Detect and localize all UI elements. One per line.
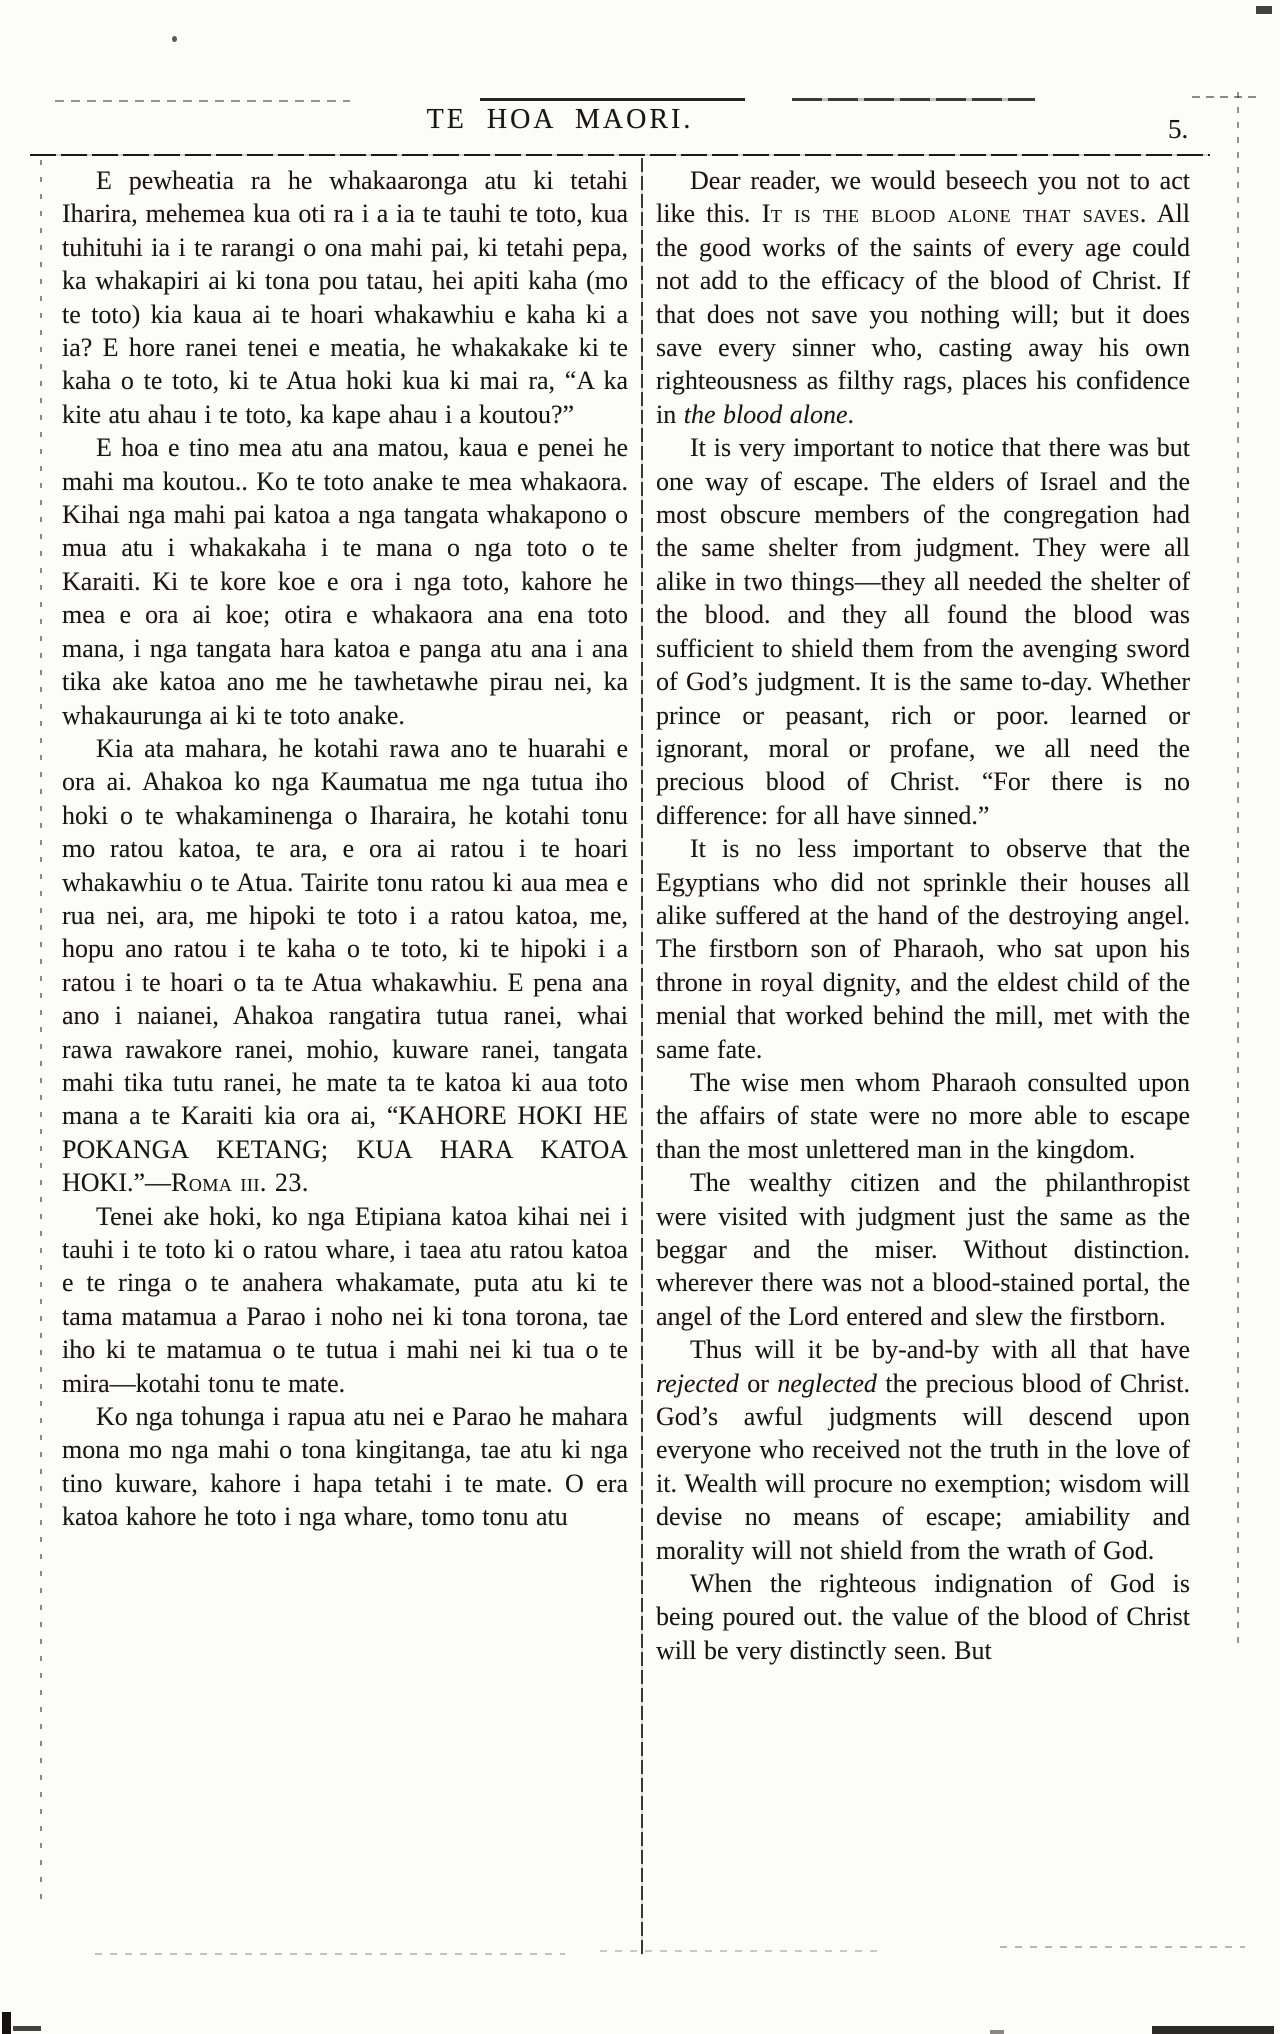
bottom-rule-fragment: [95, 1953, 565, 1955]
paragraph: [62, 1400, 628, 1534]
scan-rule-fragment: [792, 98, 1035, 101]
bottom-rule-fragment: [600, 1950, 880, 1952]
paragraph: [62, 164, 628, 431]
scan-artifact: [172, 36, 177, 42]
scan-artifact: [1256, 6, 1272, 14]
text-segment: E hoa e tino mea atu ana matou, kaua e penei he mahi ma koutou.. Ko te toto anake te mea whakaora. Kihai nga mahi pai katoa a nga tangata whakapono o mua atu i whakakaha i te mana o nga toto o te Karaiti. Ki te kore koe e ora i nga toto, kahore he mea e ora ai koe; otira e whakaora ana ena toto mana, i nga tangata hara katoa e panga atu ana i ana tika ake katoa ano me he tawhetawhe pirau nei, ka whakaurunga ai ki te toto anake.: [62, 433, 628, 730]
bottom-rule-fragment: [1000, 1946, 1245, 1948]
paragraph: [656, 164, 1190, 431]
text-segment: the blood alone: [683, 399, 848, 429]
scan-artifact: [1152, 2026, 1274, 2034]
text-segment: It is very important to notice that there was but one way of escape. The elders of Israel and the most obscure members of the congregation had the same shelter from judgment. They were all alike in two things—they all needed the shelter of the blood. and they all found the blood was sufficient to shield them from the avenging sword of God’s judgment. It is the same to-day. Whether prince or peasant, rich or poor. learned or ignorant, moral or profane, we all need the precious blood of Christ. “For there is no difference: for all have sinned.”: [656, 433, 1190, 830]
text-segment: E pewheatia ra he whakaaronga atu ki tetahi Iharira, mehemea kua oti ra i a ia te tauhi te toto, kua tuhituhi ia i te rarangi o ona mahi pai, ki tetahi pepa, ka whakapiri ai ki tona pou tatau, hei apiti kaha (mo te toto) kia kaua ai te hoari whakawhiu e kaha ki a ia? E hore ranei tenei e meatia, he whakakake ki te kaha o te toto, ki te Atua hoki kua ki mai ra, “A ka kite atu ahau i te toto, ka kape ahau i a koutou?”: [62, 166, 628, 429]
text-segment: Ko nga tohunga i rapua atu nei e Parao he mahara mona mo nga mahi o tona kingitanga, tae atu ki nga tino kuware, kahore i hapa tetahi i te mate. O era katoa kahore he toto i nga whare, tomo tonu atu: [62, 1402, 628, 1532]
text-segment: All the good works of the saints of every age could not add to the efficacy of the blood of Christ. If that does not save you nothing will; but it does save every sinner who, casting away his own righteousness as filthy rags, places his confidence in: [656, 199, 1190, 429]
text-segment: or: [738, 1368, 778, 1398]
text-segment: The wealthy citizen and the philanthropist were visited with judgment just the same as the beggar and the miser. Without distinction. wherever there was not a blood-stained portal, the angel of the Lord entered and slew the firstborn.: [656, 1168, 1190, 1331]
column-divider: [641, 158, 643, 1955]
text-segment: Tenei ake hoki, ko nga Etipiana katoa kihai nei i tauhi i te toto ki o ratou whare, i taea atu ratou katoa e te ringa o te anahera whakamate, puta atu ki te tama matamua a Parao i noho nei ki tona torona, tae iho ki te matamua o te tutua i mahi nei ki tua o te mira—kotahi tonu te mate.: [62, 1201, 628, 1398]
right-margin-marks: [1237, 92, 1239, 1652]
text-segment: Thus will it be by-and-by with all that have: [690, 1335, 1190, 1365]
scan-artifact: [13, 2026, 41, 2031]
paragraph: [656, 832, 1190, 1066]
paragraph: [656, 1166, 1190, 1333]
paragraph: [62, 1200, 628, 1400]
text-segment: the precious blood of Christ. God’s awful judgments will descend upon everyone who received not the truth in the love of it. Wealth will procure no exemption; wisdom will devise no means of escape; amiability and morality will not shield from the wrath of God.: [656, 1368, 1190, 1565]
scan-rule-fragment: [1192, 96, 1262, 98]
scan-rule-fragment: [480, 98, 745, 101]
text-segment: It is no less important to observe that the Egyptians who did not sprinkle their houses all alike suffered at the hand of the destroying angel. The firstborn son of Pharaoh, who sat upon his throne in royal dignity, and the eldest child of the menial that worked behind the mill, met with the same fate.: [656, 834, 1190, 1064]
scan-artifact: [2, 2012, 11, 2034]
text-segment: Kia ata mahara, he kotahi rawa ano te huarahi e ora ai. Ahakoa ko nga Kaumatua me nga tutua iho hoki o te whakaminenga o Iharaira, he kotahi tonu mo ratou katoa, te ara, e ora ai ratou i te hoari whakawhiu o te Atua. Tairite tonu ratou ki aua mea e rua nei, ara, me hipoki te toto i a ratou katoa, me, hopu ano ratou i te kaha o te toto, ki te hipoki i a ratou i te hoari o ta te Atua whakawhiu. E pena ana ano i naianei, Ahakoa rangatira tutua ranei, whai rawa rawakore ranei, mohio, kuware ranei, tangata mahi tika tutu ranei, he mate ta te katoa ki aua toto mana a te Karaiti kia ora ai, “KAHORE HOKI HE POKANGA KETANG; KUA HARA KATOA HOKI.”—: [62, 733, 628, 1198]
paragraph: [62, 732, 628, 1200]
text-segment: When the righteous indignation of God is being poured out. the value of the blood of Christ will be very distinctly seen. But: [656, 1569, 1190, 1665]
text-segment: neglected: [777, 1368, 877, 1398]
text-segment: rejected: [656, 1368, 739, 1398]
scan-rule-fragment: [55, 100, 350, 102]
text-segment: Roma iii. 23.: [171, 1168, 309, 1198]
scan-artifact: [990, 2030, 1004, 2034]
right-column: [656, 164, 1190, 1667]
page-number: 5.: [1168, 114, 1189, 144]
left-column: [62, 164, 628, 1534]
paragraph: [656, 1333, 1190, 1567]
text-segment: The wise men whom Pharaoh consulted upon the affairs of state were no more able to escape than the most unlettered man in the kingdom.: [656, 1067, 1190, 1164]
paragraph: [62, 431, 628, 732]
text-segment: Dear reader, we would beseech you not to act like this.: [656, 166, 1190, 229]
text-segment: .: [847, 399, 854, 429]
paragraph: [656, 431, 1190, 832]
page-title: TE HOA MAORI.: [426, 104, 694, 135]
paragraph: [656, 1567, 1190, 1667]
header-rule: [30, 154, 1210, 156]
left-margin-marks: [40, 160, 42, 1900]
text-segment: It is the blood alone that saves.: [761, 199, 1147, 229]
paragraph: [656, 1066, 1190, 1166]
